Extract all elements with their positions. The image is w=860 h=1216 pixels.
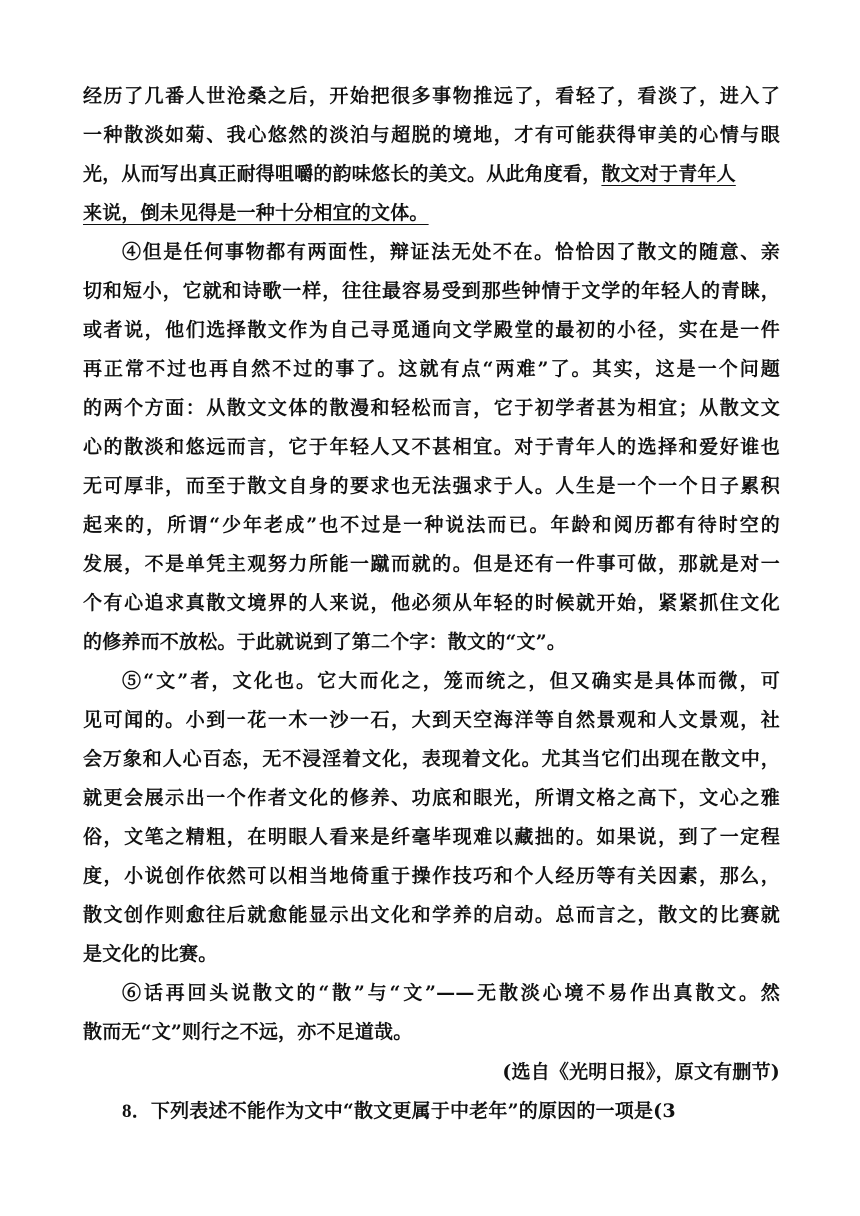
text-line: [83, 162, 780, 188]
text-line: 会万象和人心百态，无不浸淫着文化，表现着文化。尤其当它们出现在散文中，: [83, 748, 780, 770]
text-line: 心的散淡和悠远而言，它于年轻人又不甚相宜。对于青年人的选择和爱好谁也: [83, 436, 780, 458]
text-line: 的两个方面：从散文文体的散漫和轻松而言，它于初学者甚为相宜；从散文文: [83, 397, 780, 419]
underlined-text: 散文对于青年人: [601, 163, 736, 185]
text-line: 散文创作则愈往后就愈能显示出文化和学养的启动。总而言之，散文的比赛就: [83, 904, 780, 926]
text-line: 见可闻的。小到一花一木一沙一石，大到天空海洋等自然景观和人文景观，社: [83, 709, 780, 731]
text-segment: 光，从而写出真正耐得咀嚼的韵味悠长的美文。从此角度看，: [83, 163, 602, 185]
text-line: 经历了几番人世沧桑之后，开始把很多事物推远了，看轻了，看淡了，进入了: [83, 85, 780, 107]
text-line: 再正常不过也再自然不过的事了。这就有点“两难”了。其实，这是一个问题: [83, 358, 780, 380]
text-line: 就更会展示出一个作者文化的修养、功底和眼光，所谓文格之高下，文心之雅: [83, 787, 780, 809]
text-line: 个有心追求真散文境界的人来说，他必须从年轻的时候就开始，紧紧抓住文化: [83, 592, 780, 614]
question-text: 下列表述不能作为文中“散文更属于中老年”的原因的一项是(3: [150, 1100, 676, 1122]
text-line: 无可厚非，而至于散文自身的要求也无法强求于人。人生是一个一个日子累积: [83, 475, 780, 497]
question-8: [122, 1099, 780, 1125]
text-line: 发展，不是单凭主观努力所能一蹴而就的。但是还有一件事可做，那就是对一: [83, 553, 780, 575]
text-line: 起来的，所谓“少年老成”也不过是一种说法而已。年龄和阅历都有待时空的: [83, 514, 780, 536]
text-line: 切和短小，它就和诗歌一样，往往最容易受到那些钟情于文学的年轻人的青睐，: [83, 280, 780, 302]
underlined-text: 来说，倒未见得是一种十分相宜的文体。: [83, 202, 429, 224]
text-line: 俗，文笔之精粗，在明眼人看来是纤毫毕现难以藏拙的。如果说，到了一定程: [83, 826, 780, 848]
paragraph-6-start: ⑥话再回头说散文的“散”与“文”——无散淡心境不易作出真散文。然: [122, 982, 780, 1004]
text-line: 度，小说创作依然可以相当地倚重于操作技巧和个人经历等有关因素，那么，: [83, 865, 780, 887]
paragraph-5-start: ⑤“文”者，文化也。它大而化之，笼而统之，但又确实是具体而微，可: [122, 670, 780, 692]
source-note: (选自《光明日报》，原文有删节): [502, 1061, 780, 1083]
question-number: 8．: [122, 1101, 151, 1122]
paragraph-4-start: ④但是任何事物都有两面性，辩证法无处不在。恰恰因了散文的随意、亲: [122, 241, 780, 263]
text-line: 散而无“文”则行之不远，亦不足道哉。: [83, 1021, 413, 1043]
text-line: [83, 201, 780, 227]
text-line: 的修养而不放松。于此就说到了第二个字：散文的“文”。: [83, 631, 567, 653]
text-line: 或者说，他们选择散文作为自己寻觅通向文学殿堂的最初的小径，实在是一件: [83, 319, 780, 341]
text-line: 一种散淡如菊、我心悠然的淡泊与超脱的境地，才有可能获得审美的心情与眼: [83, 124, 780, 146]
text-line: 是文化的比赛。: [83, 943, 218, 965]
